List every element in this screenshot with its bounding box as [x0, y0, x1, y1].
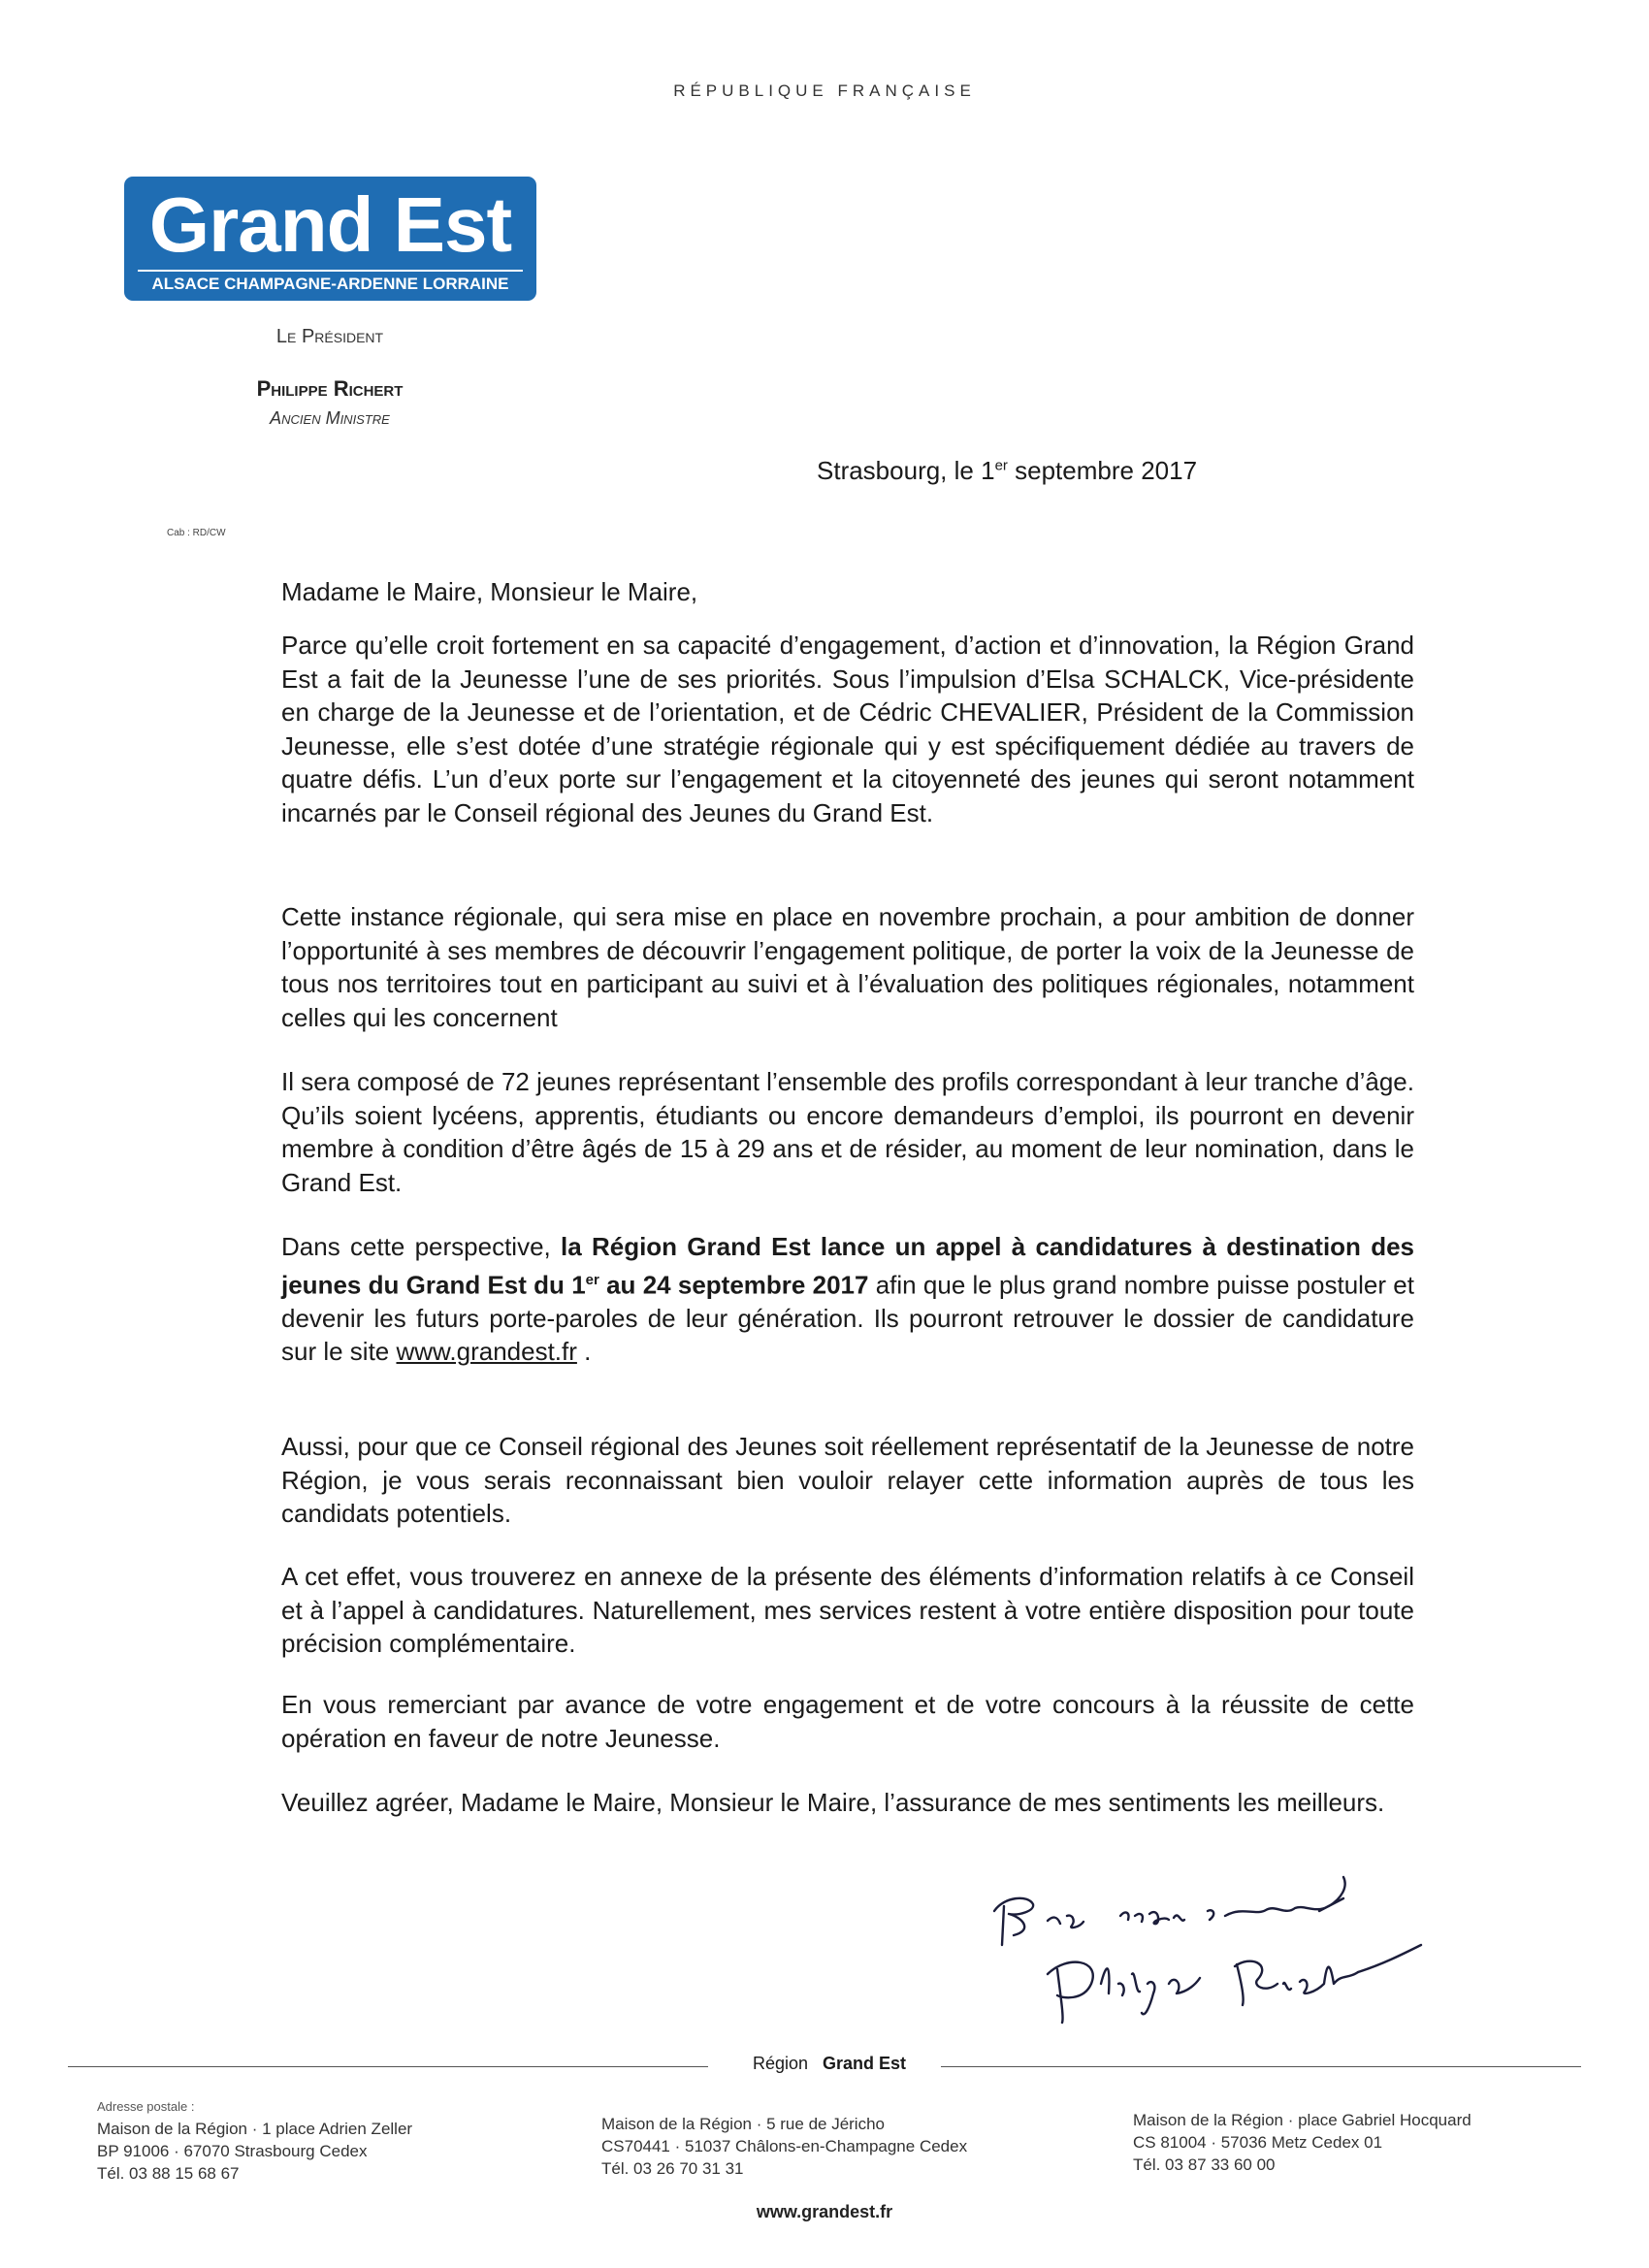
- footer-title: Région Grand Est: [0, 2054, 1649, 2074]
- logo-subtitle: ALSACE CHAMPAGNE-ARDENNE LORRAINE: [151, 275, 509, 293]
- reference: Cab : RD/CW: [167, 528, 226, 538]
- paragraph-7: En vous remerciant par avance de votre engagement et de votre concours à la réussite de cette opération en faveur de notre Jeunesse.: [281, 1690, 1414, 1753]
- handwritten-signature: [975, 1838, 1479, 2027]
- president-title: Ancien Ministre: [270, 408, 390, 428]
- paragraph-3: Il sera composé de 72 jeunes représentant l’ensemble des profils correspondant à leur tranche d’âge. Qu’ils soient lycéens, apprentis, étudiants ou encore demandeurs d’emploi, ils pourront en devenir membre à condition d’être âgés de 15 à 29 ans et de résider, au moment de leur nomination, dans le Grand Est.: [281, 1067, 1414, 1197]
- president-label: Le Président: [275, 326, 384, 347]
- republique-francaise: RÉPUBLIQUE FRANÇAISE: [673, 81, 976, 100]
- footer-address-metz: Maison de la Région · place Gabriel Hocquard CS 81004 · 57036 Metz Cedex 01 Tél. 03 87 33 60 00: [1133, 2111, 1471, 2174]
- logo-name: Grand Est: [148, 181, 512, 268]
- footer-website[interactable]: www.grandest.fr: [756, 2202, 893, 2221]
- president-name: Philippe Richert: [256, 376, 404, 401]
- paragraph-8: Veuillez agréer, Madame le Maire, Monsieur le Maire, l’assurance de mes sentiments les meilleurs.: [281, 1788, 1385, 1817]
- footer-address-chalons: Maison de la Région · 5 rue de Jéricho CS70441 · 51037 Châlons-en-Champagne Cedex Tél. 03 26 70 31 31: [601, 2115, 968, 2178]
- grand-est-logo: [124, 177, 536, 301]
- paragraph-4: Dans cette perspective, la Région Grand Est lance un appel à candidatures à destination des jeunes du Grand Est du 1er au 24 septembre 2017 afin que le plus grand nombre puisse postuler et devenir les futurs porte-paroles de leur génération. Ils pourront retrouver le dossier de candidature sur le site www.grandest.fr .: [281, 1232, 1414, 1367]
- paragraph-5: Aussi, pour que ce Conseil régional des Jeunes soit réellement représentatif de la Jeunesse de notre Région, je vous serais reconnaissant bien vouloir relayer cette information auprès de tous les candidats potentiels.: [281, 1432, 1414, 1529]
- website-link[interactable]: www.grandest.fr: [396, 1337, 577, 1367]
- paragraph-2: Cette instance régionale, qui sera mise en place en novembre prochain, a pour ambition de donner l’opportunité à ses membres de découvrir l’engagement politique, de porter la voix de la Jeunesse de tous nos territoires tout en participant au suivi et à l’évaluation des politiques régionales, notamment celles qui les concernent: [281, 902, 1414, 1032]
- footer-address-strasbourg: Adresse postale : Maison de la Région · 1 place Adrien Zeller BP 91006 · 67070 Strasbourg Cedex Tél. 03 88 15 68 67: [97, 2099, 413, 2183]
- letter-date: Strasbourg, le 1er septembre 2017: [817, 456, 1198, 485]
- paragraph-1: Parce qu’elle croit fortement en sa capacité d’engagement, d’action et d’innovation, la Région Grand Est a fait de la Jeunesse l’une de ses priorités. Sous l’impulsion d’Elsa SCHALCK, Vice-présidente en charge de la Jeunesse et de l’orientation, et de Cédric CHEVALIER, Président de la Commission Jeunesse, elle s’est dotée d’une stratégie régionale qui y est spécifiquement dédiée au travers de quatre défis. L’un d’eux porte sur l’engagement et la citoyenneté des jeunes qui seront notamment incarnés par le Conseil régional des Jeunes du Grand Est.: [281, 631, 1414, 827]
- logo-divider: [138, 270, 523, 272]
- salutation: Madame le Maire, Monsieur le Maire,: [281, 577, 698, 606]
- paragraph-6: A cet effet, vous trouverez en annexe de la présente des éléments d’information relatifs à ce Conseil et à l’appel à candidatures. Naturellement, mes services restent à votre entière disposition pour toute précision complémentaire.: [281, 1562, 1414, 1659]
